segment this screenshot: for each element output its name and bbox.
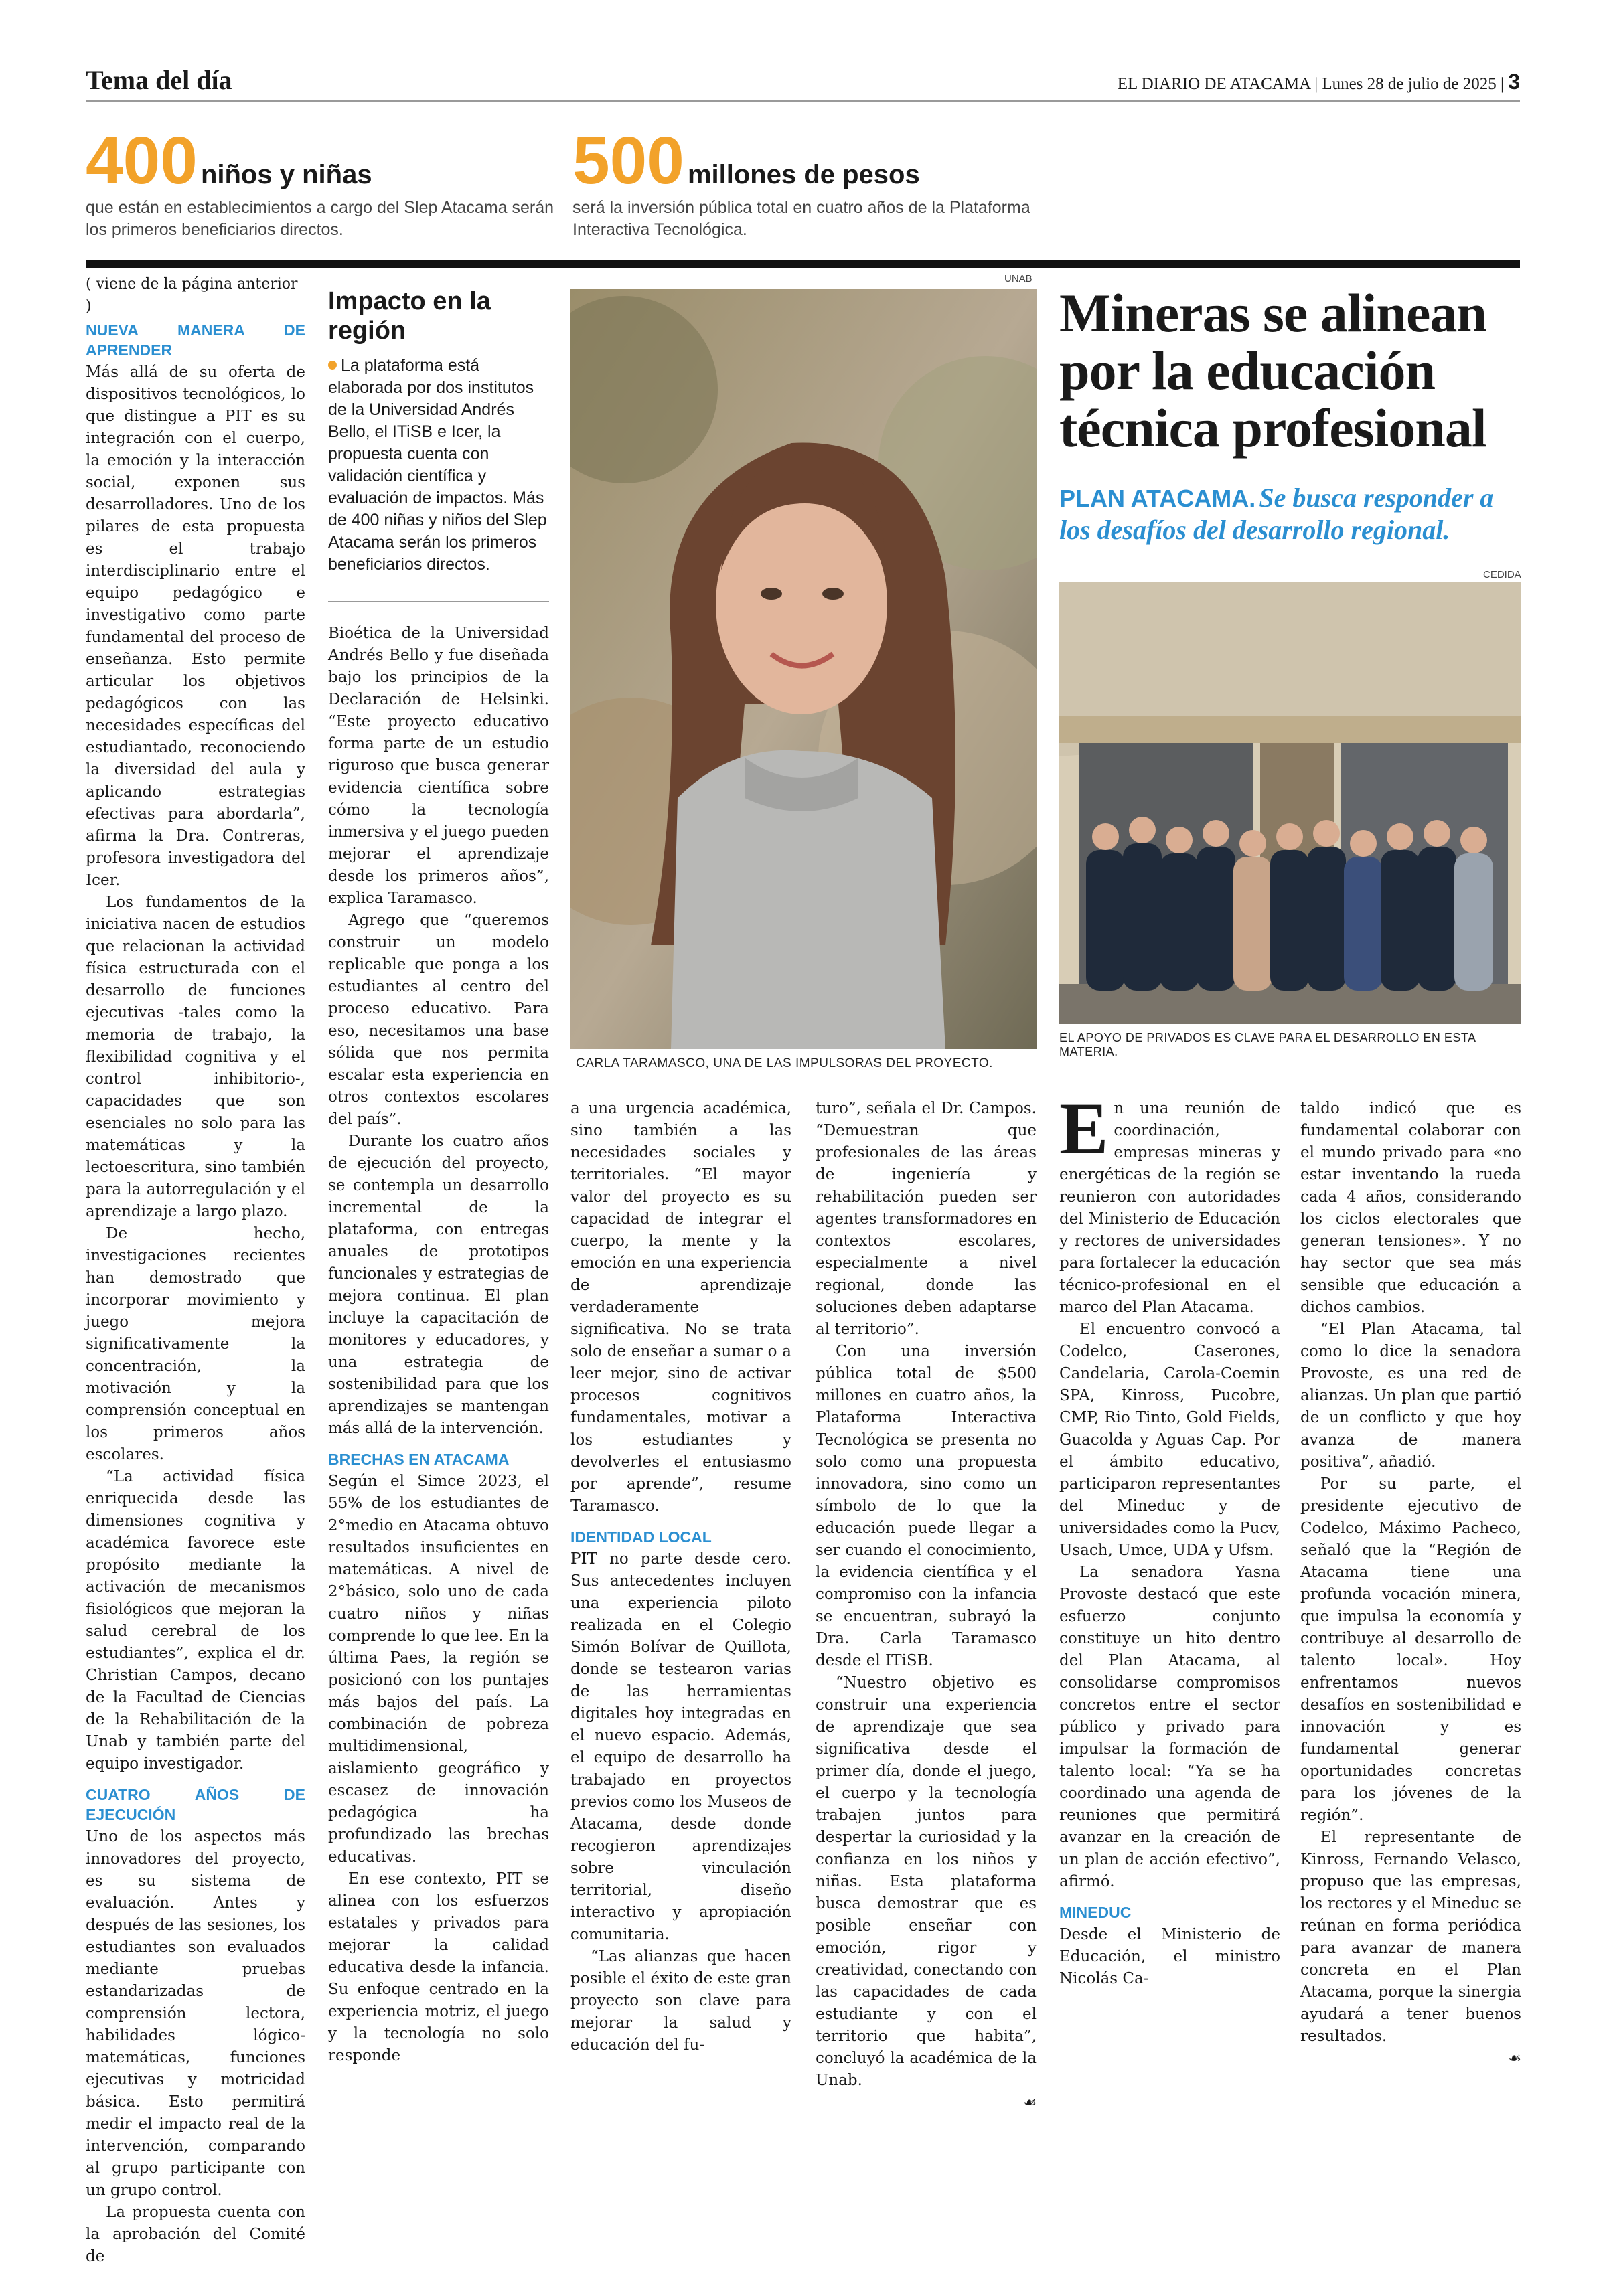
subhead: Se busca responder a los desafíos del desarrollo regional. <box>1059 483 1494 545</box>
subheading: MINEDUC <box>1059 1904 1132 1921</box>
subheading: CUATRO AÑOS DE EJECUCIÓN <box>86 1786 305 1823</box>
section-divider-bar <box>86 260 1520 268</box>
paragraph: Desde el Ministerio de Educación, el ministro Nicolás Ca- <box>1059 1926 1280 1987</box>
article-column-2 <box>328 623 549 2067</box>
paragraph: Con una inversión pública total de $500 millones en cuatro años, la Plataforma Interactiva Tecnológica se presenta no solo como una propuesta innovadora, sino como un símbolo de lo que la educación puede llegar a ser cuando el conocimiento, la evidencia científica y el compromiso con la infancia se encuentran, subrayó la Dra. Carla Taramasco desde el ITiSB. <box>816 1343 1037 1669</box>
masthead-info <box>1118 70 1520 94</box>
photo-caption: EL APOYO DE PRIVADOS ES CLAVE PARA EL DESARROLLO EN ESTA MATERIA. <box>1059 1031 1476 1058</box>
paragraph: “Las alianzas que hacen posible el éxito de este gran proyecto son clave para mejorar la salud y educación del fu- <box>570 1948 791 2054</box>
article-column-1 <box>86 273 305 2268</box>
issue-date: | Lunes 28 de julio de 2025 | <box>1314 75 1504 93</box>
photo-credit: CEDIDA <box>1483 569 1521 580</box>
paragraph: El encuentro convocó a Codelco, Caserones, Candelaria, Carola-Coemin SPA, Kinross, Pucobre, CMP, Rio Tinto, Gold Fields, Guacolda y Aguas Cap. Por el ámbito educativo, participaron representantes del Mineduc y de universidades como la Pucv, Usach, Umce, UDA y Ufsm. <box>1059 1321 1280 1559</box>
newspaper-name: EL DIARIO DE ATACAMA <box>1117 75 1310 93</box>
subheading: NUEVA MANERA DE APRENDER <box>86 321 305 359</box>
stat-label: millones de pesos <box>687 160 920 189</box>
stat-label: niños y niñas <box>200 160 372 189</box>
bullet-dot-icon <box>328 361 337 370</box>
box-text <box>328 355 549 576</box>
header-rule <box>86 100 1520 102</box>
paragraph: PIT no parte desde cero. Sus antecedentes incluyen una experiencia piloto realizada en el Colegio Simón Bolívar de Quillota, donde se testearon varias de las herramientas digitales hoy integradas en el nuevo espacio. Además, el equipo de desarrollo ha trabajado en proyectos previos como los Museos de Atacama, desde donde recogieron aprendizajes sobre vinculación territorial, diseño interactivo y apropiación comunitaria. <box>570 1550 791 1943</box>
paragraph: Más allá de su oferta de dispositivos tecnológicos, lo que distingue a PIT es su integración con el cuerpo, la emoción y la interacción social, exponen sus desarrolladores. Uno de los pilares de esta propuesta es el trabajo interdisciplinario entre el equipo pedagógico e investigativo como parte fundamental del proceso de enseñanza. Esto permite articular los objetivos pedagógicos con las necesidades específicas del estudiantado, reconociendo la diversidad del aula y aplicando estrategias efectivas para abordarla”, afirma la Dra. Contreras, profesora investigadora del Icer. <box>86 363 305 889</box>
photo-caption: CARLA TARAMASCO, UNA DE LAS IMPULSORAS DEL PROYECTO. <box>576 1056 993 1070</box>
article-column-4 <box>816 1098 1037 2114</box>
group-photo <box>1059 582 1521 1024</box>
paragraph <box>1059 1088 1280 1319</box>
paragraph: De hecho, investigaciones recientes han demostrado que incorporar movimiento y juego mejora significativamente la concentración, la motivación y la comprensión conceptual en los primeros años escolares. <box>86 1225 305 1463</box>
group-photo-illustration <box>1059 582 1521 1024</box>
paragraph: Durante los cuatro años de ejecución del proyecto, se contempla un desarrollo incremental de la plataforma, con entregas anuales de prototipos funcionales y estrategias de mejora continua. El plan incluye la capacitación de monitores y educadores, y una estrategia de sostenibilidad para que los aprendizajes se mantengan más allá de la intervención. <box>328 1133 549 1437</box>
paragraph: a una urgencia académica, sino también a las necesidades sociales y territoriales. “El mayor valor del proyecto es su capacidad de integrar el cuerpo, la mente y la emoción en una experiencia de aprendizaje verdaderamente significativa. No se trata solo de enseñar a sumar o a leer mejor, sino de activar procesos cognitivos fundamentales, motivar a los estudiantes y devolverles el entusiasmo por aprende”, resume Taramasco. <box>570 1100 791 1515</box>
paragraph: Según el Simce 2023, el 55% de los estudiantes de 2°medio en Atacama obtuvo resultados insuficientes en matemáticas. A nivel de 2°básico, solo uno de cada cuatro niños y niñas comprende lo que lee. En la última Paes, la región se posicionó con los puntajes más bajos del país. La combinación de pobreza multidimensional, aislamiento geográfico y escasez de innovación pedagógica ha profundizado las brechas educativas. <box>328 1473 549 1866</box>
paragraph-text: n una reunión de coordinación, empresas mineras y energéticas de la región se reunieron con autoridades del Ministerio de Educación y rectores de universidades para fortalecer la educación técnico-profesional en el marco del Plan Atacama. <box>1059 1100 1280 1316</box>
end-of-article-icon: ☙ <box>1508 2050 1521 2067</box>
article-column-5 <box>1059 1088 1280 1990</box>
stat-description: que están en establecimientos a cargo del Slep Atacama serán los primeros beneficiarios directos. <box>86 198 554 239</box>
paragraph: “El Plan Atacama, tal como lo dice la senadora Provoste, es una red de alianzas. Un plan que partió de un conflicto y que hoy avanza de manera positiva”, añadió. <box>1300 1321 1521 1471</box>
paragraph: “La actividad física enriquecida desde las dimensiones cognitiva y académica favorece este propósito mediante la activación de mecanismos fisiológicos que mejoran la salud cerebral de los estudiantes”, explica el dr. Christian Campos, decano de la Facultad de Ciencias de la Rehabilitación de la Unab y también parte del equipo investigador. <box>86 1468 305 1773</box>
subheading: BRECHAS EN ATACAMA <box>328 1451 510 1468</box>
kicker: PLAN ATACAMA. <box>1059 485 1256 512</box>
box-title: Impacto en la región <box>328 287 491 345</box>
paragraph: “Nuestro objetivo es construir una experiencia de aprendizaje que sea significativa desde el primer día, donde el juego, el cuerpo y la tecnología trabajen juntos para despertar la curiosidad y la confianza en los niños y niñas. Esta plataforma busca demostrar que es posible enseñar con emoción, rigor y creatividad, conectando con las capacidades de cada estudiante y con el territorio que habita”, concluyó la académica de la Unab. <box>816 1674 1037 2089</box>
section-title: Tema del día <box>86 65 232 95</box>
box-rule <box>328 601 549 602</box>
paragraph: La propuesta cuenta con la aprobación del Comité de <box>86 2204 305 2265</box>
end-of-article-icon: ☙ <box>1023 2095 1037 2111</box>
portrait-photo <box>570 289 1037 1049</box>
paragraph: Por su parte, el presidente ejecutivo de Codelco, Máximo Pacheco, señaló que la “Región de Atacama tiene una profunda vocación minera, que impulsa la economía y contribuye al desarrollo de talento local». Hoy enfrentamos nuevos desafíos en sostenibilidad e innovación y es fundamental generar oportunidades concretas para los jóvenes de la región”. <box>1300 1475 1521 1824</box>
subheading: IDENTIDAD LOCAL <box>570 1528 712 1546</box>
stat-number: 400 <box>86 123 198 198</box>
article-column-6 <box>1300 1098 1521 2070</box>
paragraph: Bioética de la Universidad Andrés Bello y fue diseñada bajo los principios de la Declaración de Helsinki. “Este proyecto educativo forma parte de un estudio riguroso que busca generar evidencia científica sobre cómo la tecnología inmersiva y el juego pueden mejorar el aprendizaje desde los primeros años”, explica Taramasco. <box>328 625 549 907</box>
stat-description: será la inversión pública total en cuatro años de la Plataforma Interactiva Tecnológica. <box>572 198 1030 239</box>
paragraph: La senadora Yasna Provoste destacó que este esfuerzo conjunto constituye un hito dentro del Plan Atacama, al consolidarse compromisos concretos entre el sector público y privado para impulsar la formación de talento local: “Ya se ha coordinado una agenda de reuniones que permitirá avanzar en la creación de un plan de acción efectivo”, afirmó. <box>1059 1564 1280 1890</box>
article-column-3 <box>570 1098 791 2056</box>
box-text-content: La plataforma está elaborada por dos institutos de la Universidad Andrés Bello, el ITiSB e Icer, la propuesta cuenta con validación científica y evaluación de impactos. Más de 400 niñas y niños del Slep Atacama serán los primeros beneficiarios directos. <box>328 356 547 574</box>
paragraph: taldo indicó que es fundamental colaborar con el mundo privado para «no estar inventando la rueda cada 4 años, considerando los ciclos electorales que generan tensiones». Y no hay sector que sea más sensible que educación a dichos cambios. <box>1300 1100 1521 1316</box>
paragraph: turo”, señala el Dr. Campos. “Demuestran que profesionales de las áreas de ingeniería y rehabilitación pueden ser agentes transformadores en contextos escolares, especialmente a nivel regional, donde las soluciones deben adaptarse al territorio”. <box>816 1100 1037 1338</box>
paragraph: En ese contexto, PIT se alinea con los esfuerzos estatales y privados para mejorar la calidad educativa desde la infancia. Su enfoque centrado en la experiencia motriz, el juego y la tecnología no solo responde <box>328 1870 549 2064</box>
stat-number: 500 <box>572 123 684 198</box>
impact-box <box>328 286 549 576</box>
portrait-illustration <box>570 289 1037 1049</box>
stat-block-investment <box>572 123 1061 240</box>
paragraph: Los fundamentos de la iniciativa nacen de estudios que relacionan la actividad física estructurada con el desarrollo de funciones ejecutivas -tales como la memoria de trabajo, la flexibilidad cognitiva y el control inhibitorio-, capacidades que son esenciales no solo para las matemáticas y la lectoescritura, sino también para la autorregulación y el aprendizaje a largo plazo. <box>86 894 305 1220</box>
drop-cap: E <box>1059 1088 1109 1169</box>
continued-note: ( viene de la página anterior ) <box>86 276 298 315</box>
page-number: 3 <box>1508 70 1520 94</box>
paragraph: Agrego que “queremos construir un modelo replicable que ponga a los estudiantes al centro del proceso educativo. Para eso, necesitamos una base sólida que nos permita escalar esta experiencia en otros contextos escolares del país”. <box>328 912 549 1128</box>
photo-credit: UNAB <box>1004 273 1032 284</box>
paragraph: Uno de los aspectos más innovadores del proyecto, es su sistema de evaluación. Antes y después de las sesiones, los estudiantes son evaluados mediante pruebas estandarizadas de comprensión lectora, habilidades lógico-matemáticas, funciones ejecutivas y motricidad básica. Esto permitirá medir el impacto real de la intervención, comparando al grupo participante con un grupo control. <box>86 1828 305 2199</box>
headline: Mineras se alinean por la educación técnica profesional <box>1059 282 1486 459</box>
stat-block-children <box>86 123 554 240</box>
subheadline <box>1059 482 1521 546</box>
paragraph: El representante de Kinross, Fernando Velasco, propuso que las empresas, los rectores y el Mineduc se reúnan en forma periódica para avanzar de manera concreta en el Plan Atacama, porque la sinergia ayudará a tener buenos resultados. <box>1300 1829 1521 2045</box>
